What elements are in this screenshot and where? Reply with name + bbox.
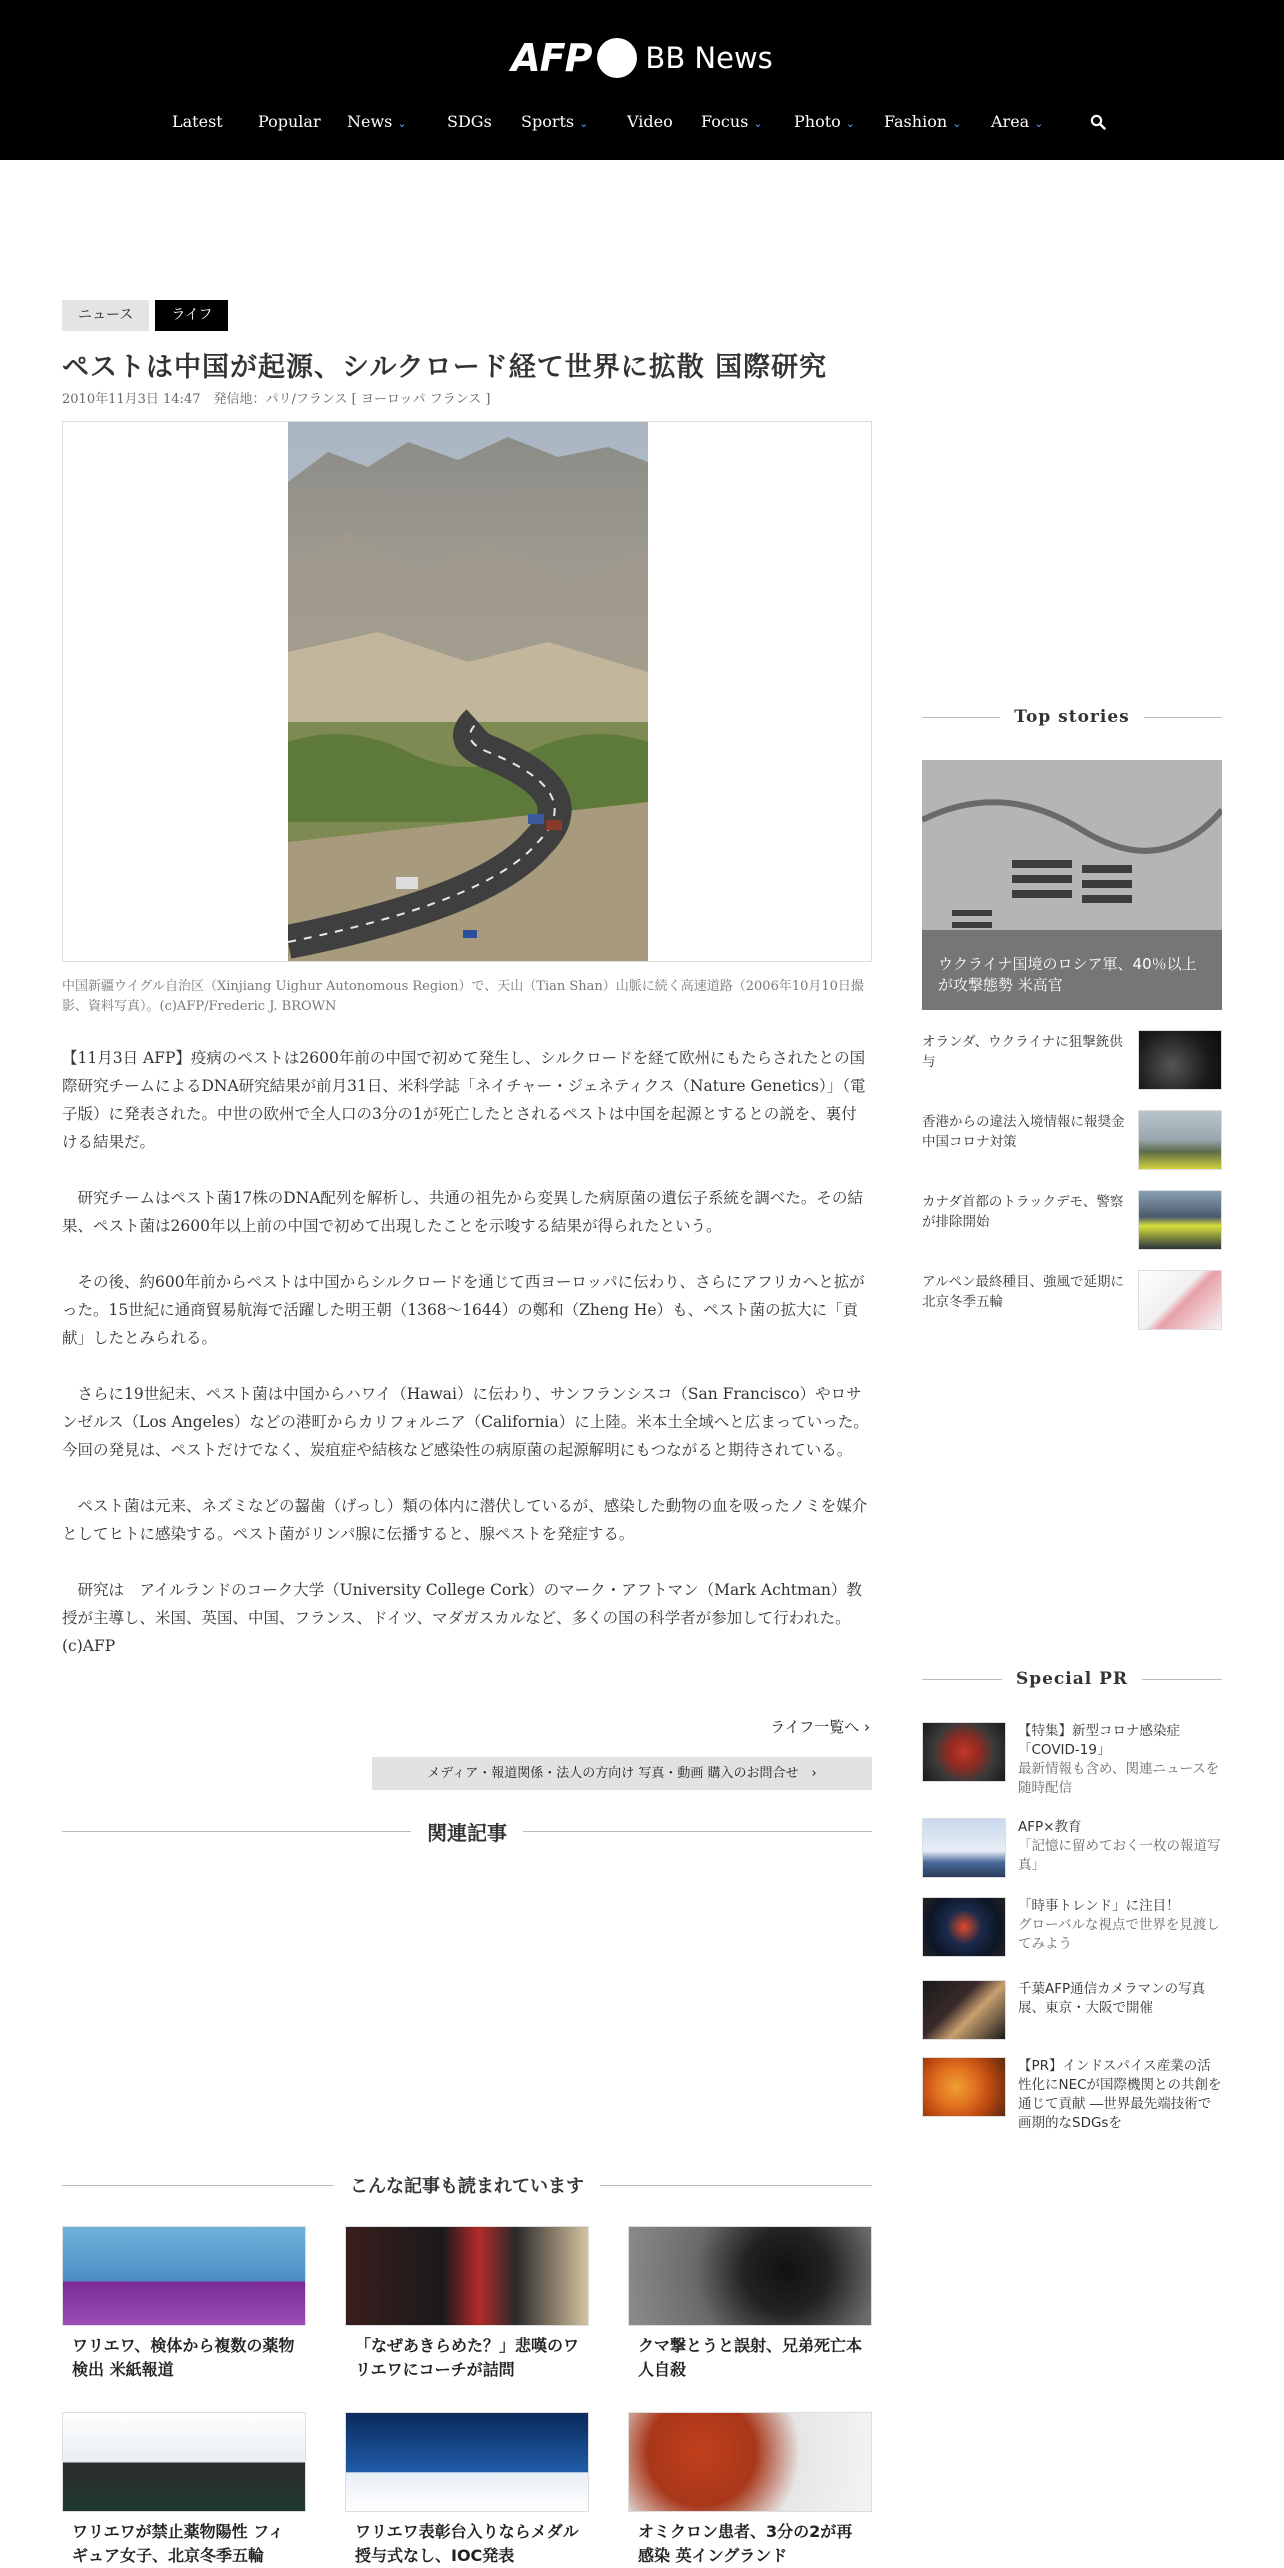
media-contact-button[interactable]: メディア・報道関係・法人の方向け 写真・動画 購入のお問合せ › [372,1757,872,1790]
divider [600,2185,872,2186]
logo-afp-text: AFP [511,36,592,80]
pr-text [1018,1980,1222,2018]
pr-title: AFP×教育 [1018,1819,1082,1835]
top-story-item[interactable] [922,1190,1222,1252]
also-read-heading-label: こんな記事も読まれています [350,2176,584,2197]
top-story-item[interactable] [922,1030,1222,1092]
divider [62,1831,411,1832]
article-card[interactable] [628,2226,872,2382]
related-heading [62,1816,872,1846]
article-card[interactable] [345,2226,589,2382]
pr-thumb [922,1818,1006,1878]
article-body [62,1044,872,1688]
special-pr-item[interactable] [922,1980,1222,2044]
card-image [345,2226,589,2326]
article-paragraph: 研究は アイルランドのコーク大学（University College Cork）のマーク・アフトマン（Mark Achtman）教授が主導し、米国、英国、中国、フランス、ドイツ、マダガスカルなど、多くの国の科学者が参加して行われた。(c)AFP [62,1581,862,1655]
nav-sdgs[interactable]: SDGs [447,112,492,131]
divider [922,1679,1002,1680]
logo-circle-icon [597,38,637,78]
card-image [62,2226,306,2326]
pr-thumb [922,1897,1006,1957]
divider [1144,717,1222,718]
nav-area[interactable]: Area ⌄ [991,112,1044,131]
top-story-item-title: 香港からの違法入境情報に報奨金 中国コロナ対策 [922,1114,1125,1150]
top-story-thumb [1138,1270,1222,1330]
pr-subtitle: 「記憶に留めておく一枚の報道写真」 [1018,1838,1221,1873]
nav-focus[interactable]: Focus ⌄ [701,112,763,131]
nav-news[interactable]: News ⌄ [347,112,407,131]
chevron-down-icon: ⌄ [845,117,855,130]
article-photo-frame [62,421,872,962]
related-heading-label: 関連記事 [427,1820,507,1845]
article-card[interactable] [628,2412,872,2568]
top-stories-label: Top stories [1014,707,1130,727]
pr-title: 【特集】新型コロナ感染症「COVID-19」 [1018,1723,1180,1758]
top-story-item-title: オランダ、ウクライナに狙撃銃供与 [922,1034,1123,1070]
card-title: クマ撃とうと誤射、兄弟死亡本人自殺 [638,2336,863,2379]
nav-latest[interactable]: Latest [172,112,223,131]
pr-text [1018,1722,1222,1798]
divider [523,1831,872,1832]
card-title: ワリエワが禁止薬物陽性 フィギュア女子、北京冬季五輪 [72,2522,284,2565]
article-card[interactable] [62,2226,306,2382]
special-pr-item[interactable] [922,1818,1222,1882]
nav-fashion[interactable]: Fashion ⌄ [884,112,962,131]
life-list-link[interactable]: ライフ一覧へ › [770,1718,870,1736]
card-title: 「なぜあきらめた？」悲嘆のワリエワにコーチが詰問 [355,2336,580,2379]
chevron-down-icon: ⌄ [753,117,763,130]
article-paragraph: 【11月3日 AFP】疫病のペストは2600年前の中国で初めて発生し、シルクロードを経て欧州にもたらされたとの国際研究チームによるDNA研究結果が前月31日、米科学誌「ネイチャー・ジェネティクス（Nature Genetics）」（電子版）に発表された。中世の欧州で全人口の3分の1が死亡したとされるペストは中国を起源とするとの説を、裏付ける結果だ。 [62,1049,866,1151]
pr-title: 「時事トレンド」に注目！ [1018,1898,1180,1914]
nav-photo[interactable]: Photo ⌄ [794,112,855,131]
article-paragraph: ペスト菌は元来、ネズミなどの齧歯（げっし）類の体内に潜伏しているが、感染した動物の血を吸ったノミを媒介としてヒトに感染する。ペスト菌がリンパ腺に伝播すると、腺ペストを発症する。 [62,1497,868,1543]
chevron-down-icon: ⌄ [397,117,407,130]
top-story-thumb [1138,1110,1222,1170]
top-story-thumb [1138,1190,1222,1250]
article-card[interactable] [62,2412,306,2568]
card-image [345,2412,589,2512]
top-story-item[interactable] [922,1270,1222,1332]
top-story-lead-title: ウクライナ国境のロシア軍、40％以上が攻撃態勢 米高官 [938,955,1197,994]
top-story-thumb [1138,1030,1222,1090]
divider [62,2185,334,2186]
article-paragraph: さらに19世紀末、ペスト菌は中国からハワイ（Hawai）に伝わり、サンフランシスコ（San Francisco）やロサンゼルス（Los Angeles）などの港町からカリフォルニア（California）に上陸。米本土全域へと広まっていった。今回の発見は、ペストだけでなく、炭疽症や結核など感染性の病原菌の起源解明にもつながると期待されている。 [62,1385,869,1459]
article-meta: 2010年11月3日 14:47 発信地：パリ/フランス [ ヨーロッパ フランス ] [62,392,491,407]
article-card[interactable] [345,2412,589,2568]
pr-text [1018,1897,1222,1954]
divider [922,717,1000,718]
nav-sports[interactable]: Sports ⌄ [521,112,589,131]
article-paragraph: その後、約600年前からペストは中国からシルクロードを通じて西ヨーロッパに伝わり、さらにアフリカへと拡がった。15世紀に通商貿易航海で活躍した明王朝（1368～1644）の鄭和（Zheng He）も、ペスト菌の拡大に「貢献」したとみられる。 [62,1273,865,1347]
special-pr-label: Special PR [1015,1669,1129,1689]
card-title: オミクロン患者、3分の2が再感染 英イングランド [638,2522,853,2565]
divider [1142,1679,1222,1680]
pr-thumb [922,1980,1006,2040]
article-paragraph: 研究チームはペスト菌17株のDNA配列を解析し、共通の祖先から変異した病原菌の遺伝子系統を調べた。その結果、ペスト菌は2600年以上前の中国で初めて出現したことを示唆する結果が得られたという。 [62,1189,863,1235]
logo-bb-text: BB News [645,41,773,75]
nav-video[interactable]: Video [627,112,673,131]
top-story-item[interactable] [922,1110,1222,1172]
chevron-down-icon: ⌄ [579,117,589,130]
nav-popular[interactable]: Popular [258,112,321,131]
chevron-down-icon: ⌄ [1034,117,1044,130]
card-image [628,2412,872,2512]
site-header [0,0,1284,160]
pr-text [1018,1818,1222,1875]
special-pr-heading [922,1664,1222,1694]
pr-subtitle: グローバルな視点で世界を見渡してみよう [1018,1917,1220,1952]
afpbb-logo[interactable] [0,36,1284,80]
category-tags [62,300,228,331]
special-pr-item[interactable] [922,2057,1222,2137]
pr-title: 千葉AFP通信カメラマンの写真展、東京・大阪で開催 [1018,1981,1206,2016]
pr-subtitle: 最新情報も含め、関連ニュースを随時配信 [1018,1761,1220,1796]
top-story-item-title: アルペン最終種目、強風で延期に 北京冬季五輪 [922,1274,1124,1310]
article-title: ペストは中国が起源、シルクロード経て世界に拡散 国際研究 [62,352,828,383]
card-image [628,2226,872,2326]
card-title: ワリエワ、検体から複数の薬物検出 米紙報道 [72,2336,295,2379]
card-image [62,2412,306,2512]
top-story-item-title: カナダ首都のトラックデモ、警察が排除開始 [922,1194,1124,1230]
article-photo[interactable] [288,422,648,961]
pr-thumb [922,1722,1006,1782]
special-pr-item[interactable] [922,1897,1222,1961]
top-stories-heading [922,702,1222,732]
chevron-down-icon: ⌄ [952,117,962,130]
photo-caption: 中国新疆ウイグル自治区（Xinjiang Uighur Autonomous Region）で、天山（Tian Shan）山脈に続く高速道路（2006年10月10日撮影、資料写真）。(c)AFP/Frederic J. BROWN [62,979,864,1014]
pr-title: 【PR】インドスパイス産業の活性化にNECが国際機関との共創を通じて貢献 ―世界最先端技術で画期的なSDGsを [1018,2058,1222,2131]
card-title: ワリエワ表彰台入りならメダル授与式なし、IOC発表 [355,2522,579,2565]
tag-news[interactable]: ニュース [62,300,149,331]
special-pr-item[interactable] [922,1722,1222,1796]
pr-text [1018,2057,1222,2133]
top-story-lead[interactable] [922,760,1222,1010]
also-read-heading [62,2170,872,2200]
pr-thumb [922,2057,1006,2117]
tag-life[interactable]: ライフ [155,300,228,331]
search-icon[interactable] [1090,114,1106,130]
